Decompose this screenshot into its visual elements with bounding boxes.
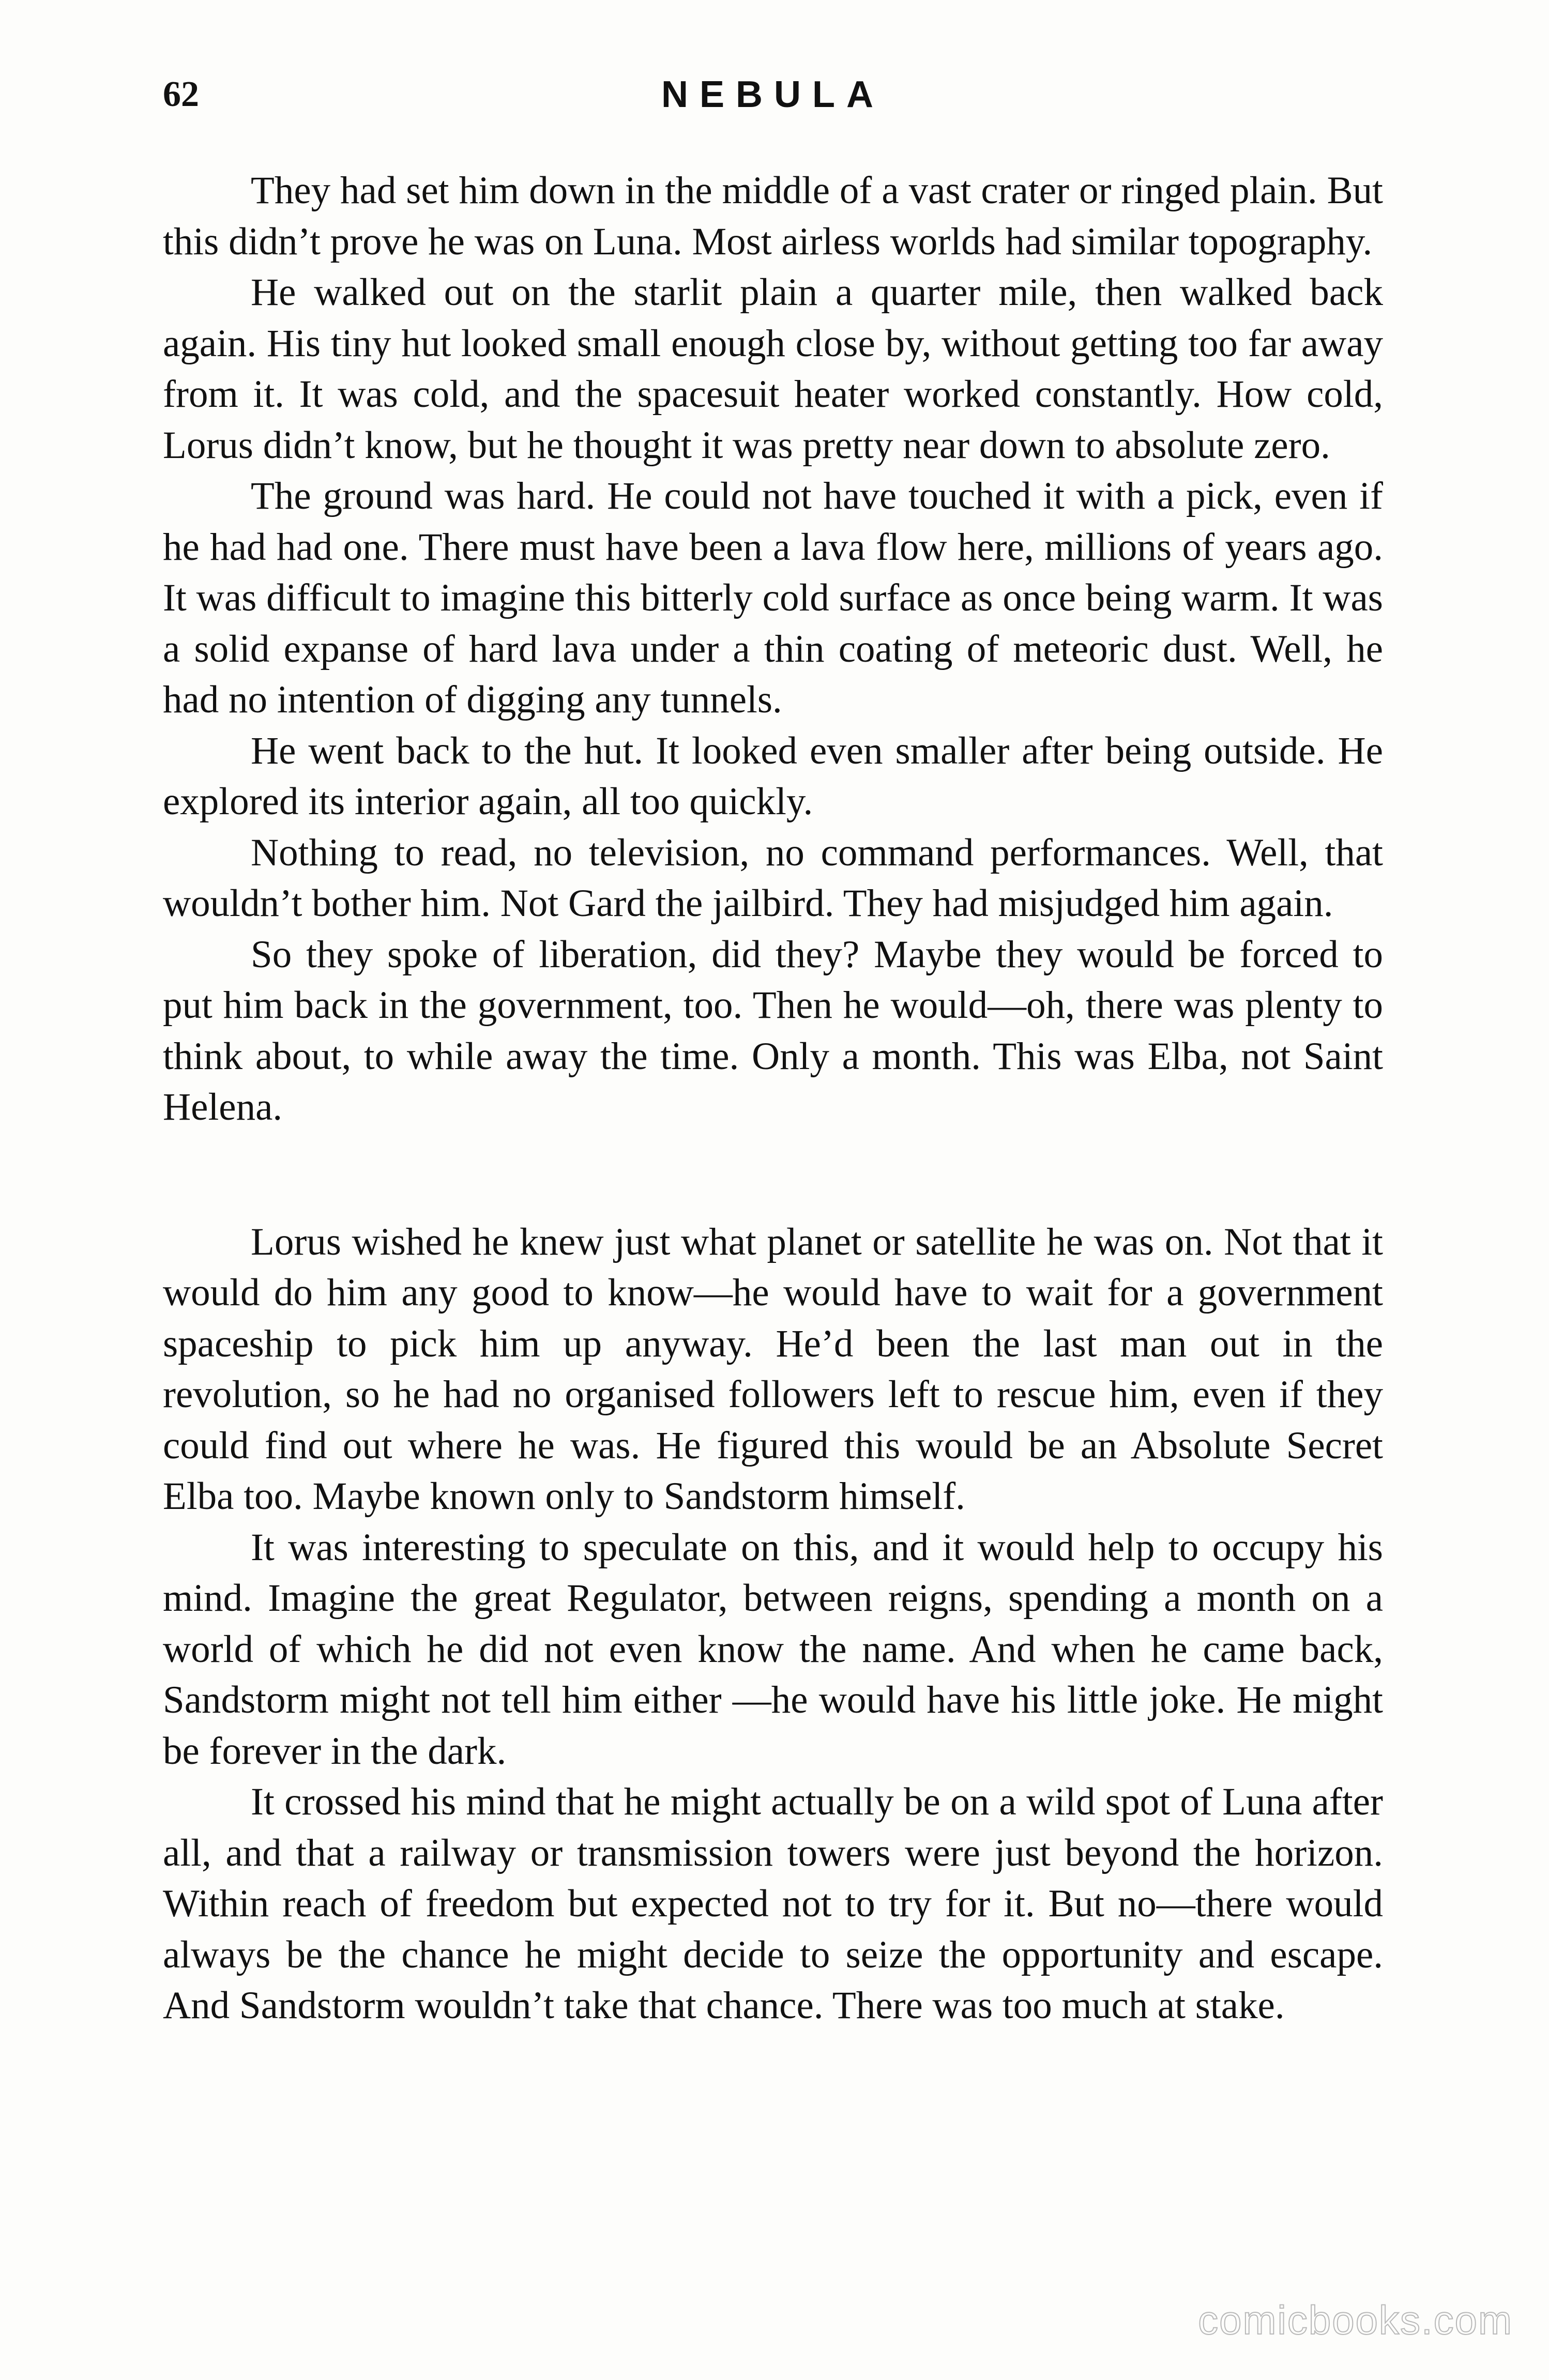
paragraph: He walked out on the starlit plain a quarter mile, then walked back again. His tiny hut looked small enough close by, without getting too far away from it. It was cold, and the spacesuit heater worked constantly. How cold, Lorus didn’t know, but he thought it was pretty near down to absolute zero.	[163, 271, 1383, 467]
paragraph: They had set him down in the middle of a vast crater or ringed plain. But this didn’t prove he was on Luna. Most airless worlds had similar topography.	[163, 169, 1383, 263]
paragraph: So they spoke of liberation, did they? Maybe they would be forced to put him back in the government, too. Then he would—oh, there was plenty to think about, to while away the time. Only a month. This was Elba, not Saint Helena.	[163, 933, 1383, 1128]
paragraph: It was interesting to speculate on this, and it would help to occupy his mind. Imagine the great Regulator, between reigns, spending a month on a world of which he did not even know the name. And when he came back, Sandstorm might not tell him either —he would have his little joke. He might be forever in the dark.	[163, 1525, 1383, 1773]
running-head: NEBULA	[661, 74, 885, 115]
body-text	[163, 165, 1383, 2032]
paragraph: He went back to the hut. It looked even smaller after being outside. He explored its interior again, all too quickly.	[163, 729, 1383, 823]
section-break	[163, 1133, 1383, 1217]
paragraph: Lorus wished he knew just what planet or satellite he was on. Not that it would do him any good to know—he would have to wait for a government spaceship to pick him up anyway. He’d been the last man out in the revolution, so he had no organised followers left to rescue him, even if they could find out where he was. He figured this would be an Absolute Secret Elba too. Maybe known only to Sandstorm himself.	[163, 1220, 1383, 1518]
paragraph: The ground was hard. He could not have touched it with a pick, even if he had had one. There must have been a lava flow here, millions of years ago. It was difficult to imagine this bitterly cold surface as once being warm. It was a solid expanse of hard lava under a thin coating of meteoric dust. Well, he had no intention of digging any tunnels.	[163, 475, 1383, 721]
page-number: 62	[163, 74, 199, 114]
watermark: comicbooks.com	[1198, 2297, 1513, 2343]
paragraph: It crossed his mind that he might actually be on a wild spot of Luna after all, and that a railway or transmission towers were just beyond the horizon. Within reach of freedom but expected not to try for it. But no—there would always be the chance he might decide to seize the opportunity and escape. And Sandstorm wouldn’t take that chance. There was too much at stake.	[163, 1780, 1383, 2027]
page-header	[163, 66, 1383, 123]
paragraph: Nothing to read, no television, no command performances. Well, that wouldn’t bother him. Not Gard the jailbird. They had misjudged him again.	[163, 831, 1383, 925]
